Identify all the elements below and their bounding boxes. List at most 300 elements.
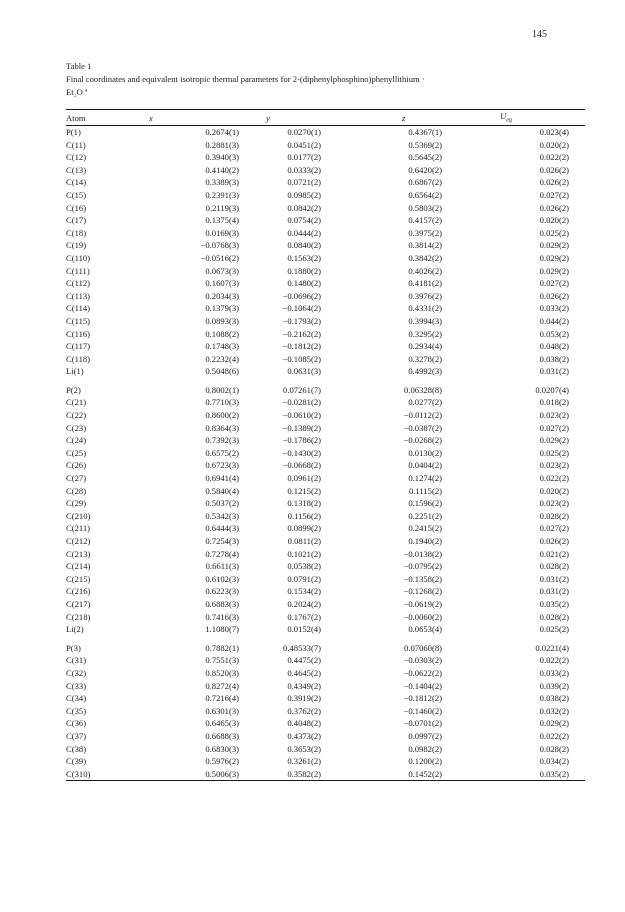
ueq-cell: 0.026(2)	[539, 177, 569, 188]
z-cell: −0.0701(2)	[403, 718, 442, 729]
x-cell: 0.1375(4)	[205, 215, 239, 226]
ueq-cell: 0.022(2)	[539, 730, 569, 741]
z-cell: 0.1200(2)	[408, 756, 442, 767]
ueq-cell: 0.028(2)	[539, 743, 569, 754]
atom-cell: C(35)	[66, 705, 87, 716]
z-cell: 0.2934(4)	[408, 341, 442, 352]
z-cell: 0.3295(2)	[408, 328, 442, 339]
ueq-cell: 0.020(2)	[539, 485, 569, 496]
x-cell: 0.4140(2)	[205, 164, 239, 175]
ueq-cell: 0.025(2)	[539, 227, 569, 238]
y-cell: 0.3653(2)	[287, 743, 321, 754]
z-cell: 0.4992(3)	[408, 366, 442, 377]
atom-cell: C(37)	[66, 730, 87, 741]
table-row	[66, 692, 585, 705]
table-row	[66, 340, 585, 353]
x-cell: 0.6883(3)	[205, 598, 239, 609]
table-row	[66, 705, 585, 718]
header-y: y	[247, 110, 366, 126]
y-cell: −0.1389(2)	[282, 422, 321, 433]
ueq-cell: 0.029(2)	[539, 265, 569, 276]
table-row	[66, 422, 585, 435]
ueq-cell: 0.053(2)	[539, 328, 569, 339]
ueq-cell: 0.0221(4)	[535, 642, 569, 653]
z-cell: 0.1452(2)	[366, 768, 484, 781]
y-cell: 0.0791(2)	[287, 573, 321, 584]
atom-cell: C(215)	[66, 573, 91, 584]
ueq-cell: 0.025(2)	[539, 447, 569, 458]
ueq-cell: 0.027(2)	[539, 523, 569, 534]
x-cell: 0.2674(1)	[205, 127, 239, 137]
atom-cell: C(214)	[66, 561, 91, 572]
z-cell: 0.07060(8)	[404, 642, 442, 653]
atom-cell: C(18)	[66, 227, 87, 238]
y-cell: 0.0451(2)	[287, 139, 321, 150]
x-cell: 0.6465(3)	[205, 718, 239, 729]
table-row	[66, 409, 585, 422]
y-cell: −0.1085(2)	[282, 353, 321, 364]
y-cell: 0.0721(2)	[287, 177, 321, 188]
atom-cell: C(212)	[66, 536, 91, 546]
y-cell: 0.3582(2)	[247, 768, 366, 781]
atom-cell: C(38)	[66, 743, 87, 754]
y-cell: −0.2162(2)	[282, 328, 321, 339]
x-cell: 0.8272(4)	[205, 680, 239, 691]
atom-cell: C(113)	[66, 290, 91, 301]
y-cell: 0.0754(2)	[287, 215, 321, 226]
ueq-cell: 0.026(2)	[539, 536, 569, 546]
ueq-cell: 0.023(2)	[539, 460, 569, 471]
atom-cell: C(17)	[66, 215, 87, 226]
table-row	[66, 447, 585, 460]
ueq-cell: 0.038(2)	[539, 353, 569, 364]
x-cell: 0.1607(3)	[205, 278, 239, 289]
table-row	[66, 365, 585, 378]
x-cell: 0.6102(3)	[205, 573, 239, 584]
table-row	[66, 277, 585, 290]
y-cell: 0.3919(2)	[287, 693, 321, 704]
ueq-cell: 0.031(2)	[539, 573, 569, 584]
atom-cell: C(111)	[66, 265, 90, 276]
ueq-cell: 0.048(2)	[539, 341, 569, 352]
x-cell: 0.7254(3)	[205, 536, 239, 546]
y-cell: 0.1880(2)	[287, 265, 321, 276]
ueq-cell: 0.020(2)	[539, 215, 569, 226]
table-row	[66, 126, 585, 139]
table-row	[66, 560, 585, 573]
header-ueq-label: $U_{eq}$	[500, 111, 512, 124]
ueq-cell: 0.029(2)	[539, 435, 569, 446]
x-cell: 0.5840(4)	[205, 485, 239, 496]
z-cell: 0.3278(2)	[408, 353, 442, 364]
z-cell: 0.3814(2)	[408, 240, 442, 251]
z-cell: 0.0653(4)	[408, 624, 442, 635]
z-cell: 0.3842(2)	[408, 252, 442, 263]
ueq-cell: 0.033(2)	[539, 303, 569, 314]
z-cell: 0.6867(2)	[408, 177, 442, 188]
y-cell: 0.0985(2)	[287, 189, 321, 200]
ueq-cell: 0.026(2)	[539, 164, 569, 175]
z-cell: −0.0060(2)	[403, 611, 442, 622]
ueq-cell: 0.034(2)	[539, 756, 569, 767]
atom-cell: C(117)	[66, 341, 91, 352]
x-cell: 0.5342(3)	[205, 510, 239, 521]
y-cell: 0.1767(2)	[287, 611, 321, 622]
x-cell: 0.7278(4)	[205, 548, 239, 559]
x-cell: 0.1088(2)	[205, 328, 239, 339]
atom-cell: P(2)	[66, 384, 81, 395]
y-cell: 0.0899(2)	[287, 523, 321, 534]
atom-cell: C(22)	[66, 410, 87, 421]
atom-cell: C(115)	[66, 315, 91, 326]
table-row	[66, 510, 585, 523]
x-cell: 0.0169(3)	[205, 227, 239, 238]
ueq-cell: 0.029(2)	[539, 240, 569, 251]
z-cell: 0.4331(2)	[408, 303, 442, 314]
ueq-cell: 0.028(2)	[539, 561, 569, 572]
table-row	[66, 611, 585, 624]
x-cell: 0.6723(3)	[205, 460, 239, 471]
header-atom: Atom	[66, 110, 130, 126]
table-row	[66, 522, 585, 535]
z-cell: −0.1358(2)	[403, 573, 442, 584]
atom-cell: C(14)	[66, 177, 87, 188]
table-row	[66, 768, 585, 781]
ueq-cell: 0.044(2)	[539, 315, 569, 326]
table-row	[66, 315, 585, 328]
z-cell: 0.0404(2)	[408, 460, 442, 471]
z-cell: −0.1460(2)	[403, 705, 442, 716]
x-cell: 0.5976(2)	[205, 756, 239, 767]
table-row	[66, 252, 585, 265]
header-z: z	[366, 110, 484, 126]
table-header-row	[66, 110, 585, 126]
z-cell: 0.6564(2)	[408, 189, 442, 200]
atom-cell: C(25)	[66, 447, 87, 458]
x-cell: 0.3389(3)	[205, 177, 239, 188]
atom-cell: C(27)	[66, 473, 87, 484]
y-cell: 0.4373(2)	[287, 730, 321, 741]
y-cell: −0.0281(2)	[282, 397, 321, 408]
x-cell: 0.0673(3)	[205, 265, 239, 276]
atom-cell: P(3)	[66, 642, 81, 653]
x-cell: 1.1080(7)	[205, 624, 239, 635]
y-cell: 0.4645(2)	[287, 667, 321, 678]
atom-cell: C(114)	[66, 303, 91, 314]
table-row	[66, 730, 585, 743]
atom-cell: C(21)	[66, 397, 87, 408]
header-ueq	[484, 110, 585, 126]
table-row	[66, 459, 585, 472]
table-row	[66, 472, 585, 485]
y-cell: 0.1318(2)	[287, 498, 321, 509]
ueq-cell: 0.028(2)	[539, 611, 569, 622]
x-cell: 0.2391(3)	[205, 189, 239, 200]
z-cell: 0.4367(1)	[408, 127, 442, 137]
atom-cell: C(12)	[66, 152, 87, 163]
table-row	[66, 202, 585, 215]
atom-cell: C(13)	[66, 164, 87, 175]
y-cell: 0.0631(3)	[287, 366, 321, 377]
ueq-cell: 0.027(2)	[539, 189, 569, 200]
y-cell: −0.0696(2)	[282, 290, 321, 301]
table-body	[66, 126, 585, 781]
z-cell: 0.4026(2)	[408, 265, 442, 276]
ueq-cell: 0.031(2)	[539, 366, 569, 377]
y-cell: −0.1812(2)	[282, 341, 321, 352]
atom-cell: Li(1)	[66, 366, 84, 377]
table-row	[66, 151, 585, 164]
atom-cell: C(213)	[66, 548, 91, 559]
table-row	[66, 573, 585, 586]
z-cell: −0.1404(2)	[403, 680, 442, 691]
z-cell: 0.0997(2)	[408, 730, 442, 741]
x-cell: 0.6223(3)	[205, 586, 239, 597]
y-cell: 0.2024(2)	[287, 598, 321, 609]
z-cell: −0.1268(2)	[403, 586, 442, 597]
atom-cell: C(31)	[66, 655, 87, 666]
z-cell: 0.06328(8)	[404, 384, 442, 395]
atom-cell: C(310)	[66, 768, 130, 781]
z-cell: 0.0982(2)	[408, 743, 442, 754]
table-row	[66, 654, 585, 667]
z-cell: 0.3976(2)	[408, 290, 442, 301]
ueq-cell: 0.026(2)	[539, 202, 569, 213]
atom-cell: C(39)	[66, 756, 87, 767]
ueq-cell: 0.028(2)	[539, 510, 569, 521]
z-cell: −0.0619(2)	[403, 598, 442, 609]
x-cell: 0.6941(4)	[205, 473, 239, 484]
y-cell: 0.48533(7)	[283, 642, 321, 653]
table-row	[66, 548, 585, 561]
x-cell: 0.7416(3)	[205, 611, 239, 622]
atom-cell: C(32)	[66, 667, 87, 678]
table-row	[66, 139, 585, 152]
z-cell: 0.1274(2)	[408, 473, 442, 484]
ueq-subscript: eq	[506, 117, 512, 124]
z-cell: −0.0622(2)	[403, 667, 442, 678]
x-cell: 0.0893(3)	[205, 315, 239, 326]
table-row	[66, 755, 585, 768]
ueq-cell: 0.018(2)	[539, 397, 569, 408]
z-cell: 0.4181(2)	[408, 278, 442, 289]
table-row	[66, 680, 585, 693]
table-row	[66, 535, 585, 548]
atom-cell: C(19)	[66, 240, 87, 251]
x-cell: 0.7392(3)	[205, 435, 239, 446]
x-cell: 0.7216(4)	[205, 693, 239, 704]
atom-cell: C(29)	[66, 498, 87, 509]
ueq-cell: 0.022(2)	[539, 473, 569, 484]
y-cell: −0.0668(2)	[282, 460, 321, 471]
ueq-cell: 0.035(2)	[539, 598, 569, 609]
atom-cell: C(15)	[66, 189, 87, 200]
x-cell: 0.5037(2)	[205, 498, 239, 509]
atom-cell: C(26)	[66, 460, 87, 471]
x-cell: 0.6688(3)	[205, 730, 239, 741]
table-row	[66, 239, 585, 252]
atom-cell: C(24)	[66, 435, 87, 446]
z-cell: −0.0138(2)	[403, 548, 442, 559]
table-row	[66, 497, 585, 510]
x-cell: 0.5048(6)	[205, 366, 239, 377]
y-cell: 0.0842(2)	[287, 202, 321, 213]
ueq-cell: 0.026(2)	[539, 290, 569, 301]
atom-cell: C(11)	[66, 139, 86, 150]
y-cell: 0.0177(2)	[287, 152, 321, 163]
y-cell: 0.1215(2)	[287, 485, 321, 496]
table-title-line-2: Et₂O ª	[66, 87, 88, 97]
x-cell: 0.8002(1)	[205, 384, 239, 395]
table-row	[66, 434, 585, 447]
y-cell: 0.07261(7)	[283, 384, 321, 395]
atom-cell: Li(2)	[66, 624, 84, 635]
ueq-cell: 0.021(2)	[539, 548, 569, 559]
z-cell: 0.6420(2)	[408, 164, 442, 175]
atom-cell: C(33)	[66, 680, 87, 691]
table-row	[66, 328, 585, 341]
y-cell: 0.3762(2)	[287, 705, 321, 716]
z-cell: 0.2415(2)	[408, 523, 442, 534]
coordinates-table	[66, 109, 585, 781]
y-cell: −0.1793(2)	[282, 315, 321, 326]
atom-cell: C(23)	[66, 422, 87, 433]
x-cell: 0.7882(1)	[205, 642, 239, 653]
x-cell: 0.2034(3)	[205, 290, 239, 301]
z-cell: 0.4157(2)	[408, 215, 442, 226]
atom-cell: C(16)	[66, 202, 87, 213]
table-row	[66, 623, 585, 636]
x-cell: 0.7551(3)	[205, 655, 239, 666]
table-row	[66, 290, 585, 303]
y-cell: 0.0840(2)	[287, 240, 321, 251]
x-cell: 0.2119(3)	[205, 202, 239, 213]
x-cell: 0.6575(2)	[205, 447, 239, 458]
y-cell: 0.0811(2)	[287, 536, 321, 546]
z-cell: 0.5645(2)	[408, 152, 442, 163]
table-title-line-1: Final coordinates and equivalent isotropic thermal parameters for 2-(diphenylphosphino)phenyllithium ·	[66, 74, 425, 84]
y-cell: 0.0538(2)	[287, 561, 321, 572]
ueq-cell: 0.022(2)	[539, 655, 569, 666]
z-cell: −0.0387(2)	[403, 422, 442, 433]
ueq-cell: 0.038(2)	[539, 693, 569, 704]
table-row	[66, 378, 585, 397]
atom-cell: C(110)	[66, 252, 91, 263]
ueq-cell: 0.027(2)	[539, 422, 569, 433]
z-cell: 0.3994(3)	[408, 315, 442, 326]
table-row	[66, 636, 585, 655]
ueq-cell: 0.031(2)	[539, 586, 569, 597]
z-cell: −0.0303(2)	[403, 655, 442, 666]
ueq-cell: 0.025(2)	[539, 624, 569, 635]
table-row	[66, 302, 585, 315]
y-cell: 0.4048(2)	[287, 718, 321, 729]
x-cell: 0.1379(3)	[205, 303, 239, 314]
y-cell: −0.0610(2)	[282, 410, 321, 421]
z-cell: 0.1596(2)	[408, 498, 442, 509]
atom-cell: C(218)	[66, 611, 91, 622]
x-cell: 0.6611(3)	[205, 561, 239, 572]
atom-cell: C(216)	[66, 586, 91, 597]
y-cell: 0.1563(2)	[287, 252, 321, 263]
atom-cell: C(118)	[66, 353, 91, 364]
y-cell: −0.1430(2)	[282, 447, 321, 458]
ueq-cell: 0.032(2)	[539, 705, 569, 716]
coordinates-table-container	[66, 109, 585, 781]
z-cell: 0.5803(2)	[408, 202, 442, 213]
y-cell: 0.1534(2)	[287, 586, 321, 597]
ueq-cell: 0.023(2)	[539, 498, 569, 509]
atom-cell: C(112)	[66, 278, 91, 289]
x-cell: 0.8600(2)	[205, 410, 239, 421]
y-cell: 0.4349(2)	[287, 680, 321, 691]
ueq-cell: 0.023(2)	[539, 410, 569, 421]
z-cell: 0.0277(2)	[408, 397, 442, 408]
table-row	[66, 176, 585, 189]
y-cell: 0.0444(2)	[287, 227, 321, 238]
ueq-cell: 0.020(2)	[539, 139, 569, 150]
z-cell: 0.1940(2)	[408, 536, 442, 546]
x-cell: −0.0516(2)	[200, 252, 239, 263]
ueq-cell: 0.035(2)	[484, 768, 585, 781]
z-cell: 0.3975(2)	[408, 227, 442, 238]
page-number: 145	[532, 29, 547, 40]
x-cell: 0.1748(3)	[205, 341, 239, 352]
atom-cell: C(210)	[66, 510, 91, 521]
table-row	[66, 717, 585, 730]
atom-cell: P(1)	[66, 127, 81, 137]
table-row	[66, 265, 585, 278]
x-cell: 0.6444(3)	[205, 523, 239, 534]
table-row	[66, 598, 585, 611]
table-row	[66, 189, 585, 202]
y-cell: 0.3261(2)	[287, 756, 321, 767]
atom-cell: C(217)	[66, 598, 91, 609]
y-cell: 0.1480(2)	[287, 278, 321, 289]
table-row	[66, 485, 585, 498]
table-row	[66, 396, 585, 409]
z-cell: −0.0795(2)	[403, 561, 442, 572]
x-cell: 0.6301(3)	[205, 705, 239, 716]
z-cell: 0.5369(2)	[408, 139, 442, 150]
ueq-cell: 0.0207(4)	[535, 384, 569, 395]
z-cell: 0.0130(2)	[408, 447, 442, 458]
ueq-cell: 0.033(2)	[539, 667, 569, 678]
x-cell: 0.2232(4)	[205, 353, 239, 364]
ueq-cell: 0.027(2)	[539, 278, 569, 289]
table-row	[66, 353, 585, 366]
z-cell: 0.1115(2)	[408, 485, 442, 496]
atom-cell: C(34)	[66, 693, 87, 704]
table-label: Table 1	[66, 61, 92, 71]
x-cell: 0.7710(3)	[205, 397, 239, 408]
z-cell: 0.2251(2)	[408, 510, 442, 521]
table-row	[66, 743, 585, 756]
z-cell: −0.1812(2)	[403, 693, 442, 704]
ueq-cell: 0.039(2)	[539, 680, 569, 691]
ueq-cell: 0.029(2)	[539, 718, 569, 729]
table-row	[66, 227, 585, 240]
table-row	[66, 667, 585, 680]
y-cell: 0.0270(1)	[287, 127, 321, 137]
y-cell: 0.0333(2)	[287, 164, 321, 175]
x-cell: 0.2881(3)	[205, 139, 239, 150]
ueq-cell: 0.022(2)	[539, 152, 569, 163]
y-cell: 0.0152(4)	[287, 624, 321, 635]
z-cell: −0.0112(2)	[403, 410, 442, 421]
x-cell: 0.6830(3)	[205, 743, 239, 754]
x-cell: 0.5006(3)	[130, 768, 247, 781]
